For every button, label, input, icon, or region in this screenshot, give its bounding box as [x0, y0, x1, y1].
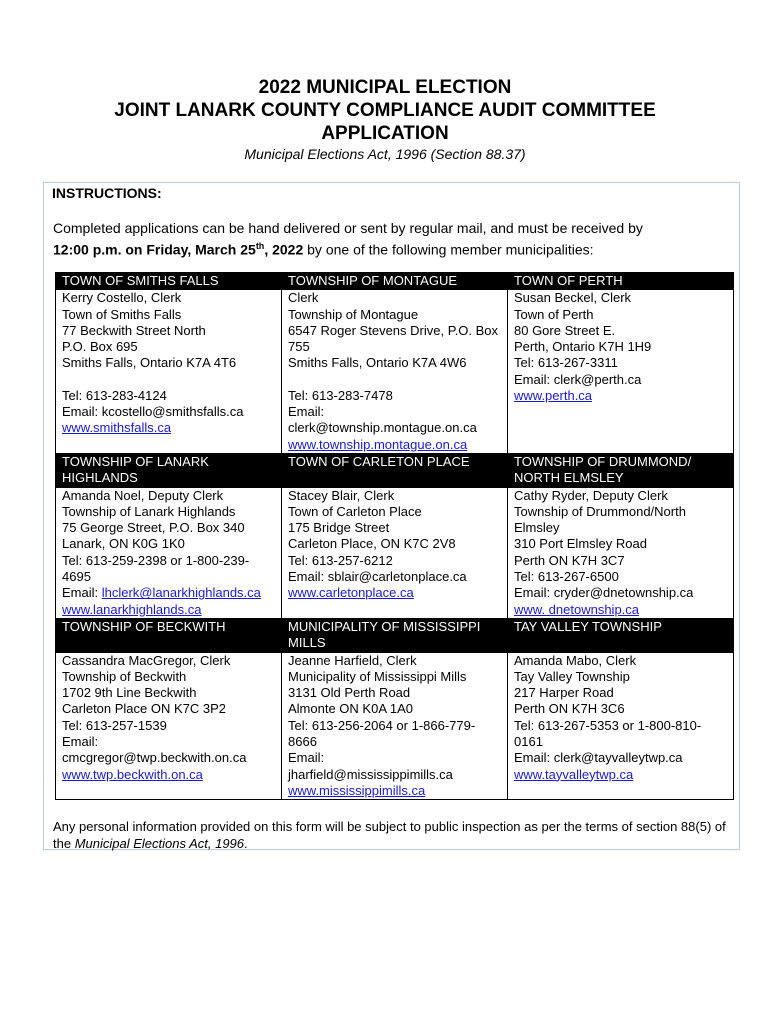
- municipality-contact: [508, 487, 734, 618]
- municipality-name: TOWNSHIP OF BECKWITH: [56, 618, 282, 652]
- contact-line: 175 Bridge Street: [288, 520, 390, 536]
- municipality-contact: [508, 652, 734, 800]
- municipality-contact: [508, 290, 734, 454]
- email-link[interactable]: lhclerk@lanarkhighlands.ca: [101, 585, 261, 601]
- contact-line: Tel: 613-257-6212: [288, 552, 393, 568]
- website-link[interactable]: www.smithsfalls.ca: [62, 420, 172, 436]
- title-line-1: 2022 MUNICIPAL ELECTION: [258, 77, 512, 98]
- privacy-notice: [53, 818, 733, 852]
- municipality-name: TOWNSHIP OF MONTAGUE: [282, 273, 508, 290]
- contact-line: 77 Beckwith Street North: [62, 322, 206, 338]
- contact-line: Email:: [62, 734, 99, 750]
- contact-line: Jeanne Harfield, Clerk: [288, 652, 417, 668]
- contact-line: Town of Smiths Falls: [62, 306, 182, 322]
- contact-line: Tel: 613-267-5353 or 1-800-810-0161: [514, 717, 702, 750]
- contact-line: Perth, Ontario K7H 1H9: [514, 339, 652, 355]
- contact-line: Tel: 613-283-4124: [62, 387, 167, 403]
- contact-line: Tay Valley Township: [514, 668, 630, 684]
- instructions-intro: [53, 219, 713, 259]
- contact-line: Tel: 613-257-1539: [62, 717, 167, 733]
- contact-line: Cathy Ryder, Deputy Clerk: [514, 487, 668, 503]
- contact-line: 1702 9th Line Beckwith: [62, 685, 197, 701]
- intro-text: Completed applications can be hand delivered or sent by regular mail, and must be received by: [53, 220, 643, 236]
- municipality-name: MUNICIPALITY OF MISSISSIPPI MILLS: [282, 618, 508, 652]
- contact-line: Lanark, ON K0G 1K0: [62, 536, 185, 552]
- intro-text-2: by one of the following member municipalities:: [303, 241, 594, 258]
- contact-line: 3131 Old Perth Road: [288, 685, 411, 701]
- contact-line: Township of Lanark Highlands: [62, 503, 236, 519]
- website-link[interactable]: www.tayvalleytwp.ca: [514, 766, 634, 782]
- deadline-year: , 2022: [264, 241, 304, 258]
- municipality-contact: [282, 290, 508, 454]
- contact-line: Township of Drummond/North Elmsley: [514, 503, 686, 536]
- header-row: [56, 618, 734, 652]
- contact-line: Kerry Costello, Clerk: [62, 290, 182, 306]
- municipality-name: TOWN OF PERTH: [508, 273, 734, 290]
- contact-line: P.O. Box 695: [62, 339, 138, 355]
- municipality-name: TOWNSHIP OF LANARK HIGHLANDS: [56, 453, 282, 487]
- contact-line: 6547 Roger Stevens Drive, P.O. Box 755: [288, 322, 499, 355]
- contact-line: 75 George Street, P.O. Box 340: [62, 520, 245, 536]
- privacy-end: .: [244, 836, 248, 851]
- contact-line: Susan Beckel, Clerk: [514, 290, 632, 306]
- contact-line: cmcgregor@twp.beckwith.on.ca: [62, 750, 247, 766]
- contact-line: Tel: 613-256-2064 or 1-866-779-8666: [288, 717, 476, 750]
- subtitle: Municipal Elections Act, 1996 (Section 88.37): [244, 146, 526, 162]
- contact-line: Amanda Noel, Deputy Clerk: [62, 487, 224, 503]
- instructions-heading: INSTRUCTIONS:: [52, 185, 162, 201]
- contact-line: Cassandra MacGregor, Clerk: [62, 652, 231, 668]
- municipality-contact: [282, 487, 508, 618]
- header-row: [56, 453, 734, 487]
- contact-line: Smiths Falls, Ontario K7A 4T6: [62, 355, 237, 371]
- contact-line: Tel: 613-283-7478: [288, 387, 393, 403]
- contact-line: Town of Carleton Place: [288, 503, 422, 519]
- contact-line: Email: clerk@perth.ca: [514, 371, 642, 387]
- contact-line: Carleton Place, ON K7C 2V8: [288, 536, 456, 552]
- municipality-contact: [56, 290, 282, 454]
- municipality-contact: [282, 652, 508, 800]
- deadline-time: 12:00 p.m. on Friday, March 25: [53, 241, 256, 258]
- municipalities-table: [55, 272, 734, 800]
- contact-line: Email:: [288, 404, 325, 420]
- website-link[interactable]: www.township.montague.on.ca: [288, 436, 468, 452]
- deadline-superscript: th: [255, 241, 265, 251]
- contact-line: 217 Harper Road: [514, 685, 614, 701]
- contact-line: Municipality of Mississippi Mills: [288, 668, 467, 684]
- title-line-3: APPLICATION: [321, 123, 449, 144]
- website-link[interactable]: www.mississippimills.ca: [288, 782, 426, 798]
- website-link[interactable]: www.lanarkhighlands.ca: [62, 601, 202, 617]
- spacer: [62, 372, 275, 388]
- contact-line: 310 Port Elmsley Road: [514, 536, 647, 552]
- contact-line: Township of Beckwith: [62, 668, 187, 684]
- contact-line: Email: cryder@dnetownship.ca: [514, 585, 694, 601]
- contact-line: Tel: 613-267-6500: [514, 569, 619, 585]
- contact-line: Email: kcostello@smithsfalls.ca: [62, 404, 244, 420]
- contact-line: Perth ON K7H 3C6: [514, 701, 625, 717]
- website-link[interactable]: www.perth.ca: [514, 388, 593, 404]
- municipality-name: TOWNSHIP OF DRUMMOND/ NORTH ELMSLEY: [508, 453, 734, 487]
- contact-row: [56, 290, 734, 454]
- contact-line: clerk@township.montague.on.ca: [288, 420, 477, 436]
- spacer: [288, 372, 501, 388]
- municipality-contact: [56, 652, 282, 800]
- privacy-text: Any personal information provided on this form will be subject to public inspection as per the terms of section 88(5) of the: [53, 819, 726, 851]
- contact-line: Almonte ON K0A 1A0: [288, 701, 414, 717]
- contact-line: Clerk: [288, 290, 319, 306]
- municipality-name: TOWN OF CARLETON PLACE: [282, 453, 508, 487]
- contact-line: Email: clerk@tayvalleytwp.ca: [514, 750, 683, 766]
- contact-line: Tel: 613-267-3311: [514, 355, 618, 371]
- contact-line: Stacey Blair, Clerk: [288, 487, 395, 503]
- contact-line: Tel: 613-259-2398 or 1-800-239-4695: [62, 552, 250, 585]
- contact-row: [56, 652, 734, 800]
- website-link[interactable]: www. dnetownship.ca: [514, 601, 640, 617]
- contact-line: Township of Montague: [288, 306, 419, 322]
- contact-line: Email: sblair@carletonplace.ca: [288, 569, 467, 585]
- email-line: [62, 585, 275, 601]
- municipality-name: TAY VALLEY TOWNSHIP: [508, 618, 734, 652]
- privacy-act: Municipal Elections Act, 1996: [74, 836, 245, 851]
- title-line-2: JOINT LANARK COUNTY COMPLIANCE AUDIT COMMITTEE: [114, 100, 656, 121]
- municipality-contact: [56, 487, 282, 618]
- website-link[interactable]: www.twp.beckwith.on.ca: [62, 766, 203, 782]
- contact-line: jharfield@mississippimills.ca: [288, 766, 453, 782]
- contact-line: 80 Gore Street E.: [514, 322, 616, 338]
- header-row: [56, 273, 734, 290]
- contact-line: Email:: [288, 750, 325, 766]
- email-prefix: Email:: [62, 585, 102, 601]
- contact-line: Perth ON K7H 3C7: [514, 552, 625, 568]
- municipality-name: TOWN OF SMITHS FALLS: [56, 273, 282, 290]
- contact-line: Amanda Mabo, Clerk: [514, 652, 637, 668]
- contact-row: [56, 487, 734, 618]
- contact-line: Town of Perth: [514, 306, 594, 322]
- website-link[interactable]: www.carletonplace.ca: [288, 585, 414, 601]
- contact-line: Smiths Falls, Ontario K7A 4W6: [288, 355, 467, 371]
- contact-line: Carleton Place ON K7C 3P2: [62, 701, 227, 717]
